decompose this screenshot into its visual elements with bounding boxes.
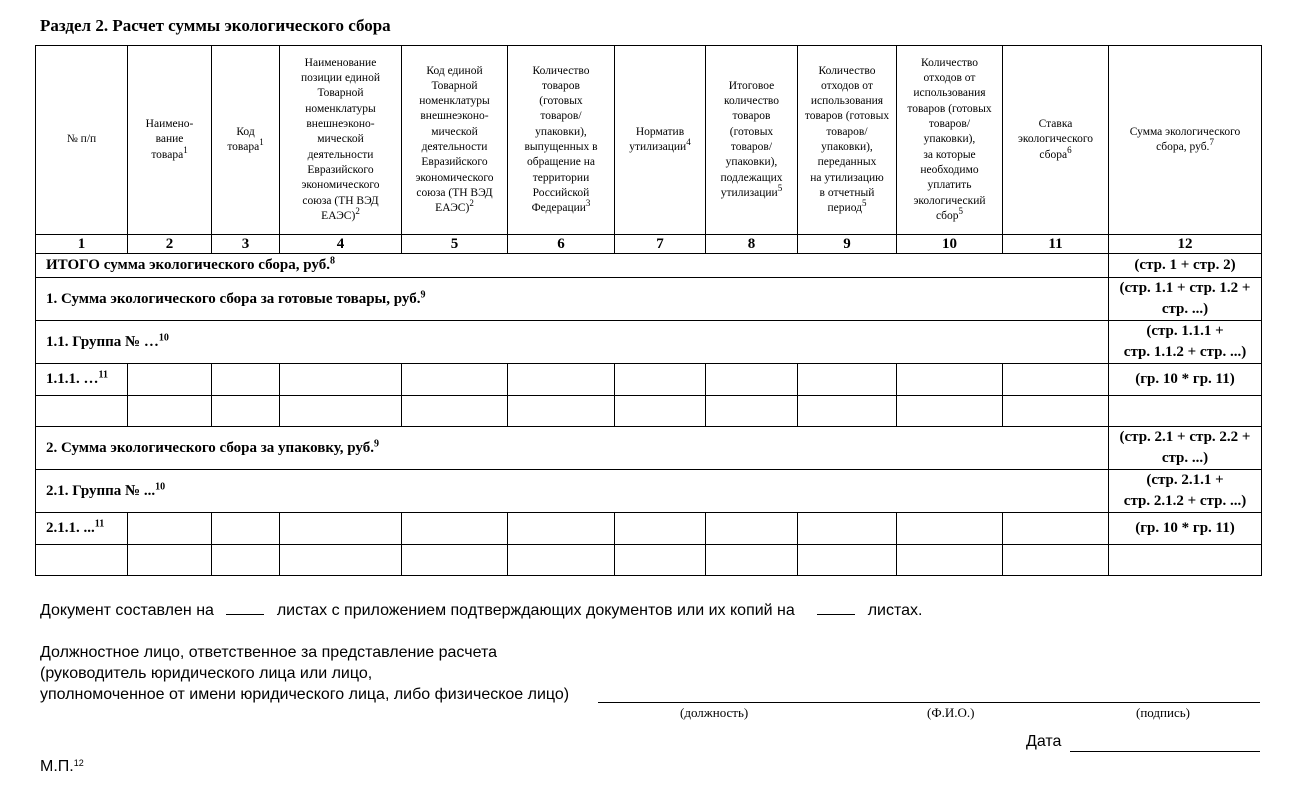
attachments-count-blank[interactable]: [817, 600, 855, 615]
column-number: 4: [280, 235, 402, 254]
col-header: Ставка экологического сбора$^6$: [1003, 46, 1109, 235]
table-cell[interactable]: [1003, 545, 1109, 576]
eco-fee-table: [35, 45, 1262, 576]
col-header: Код товара$^1$: [212, 46, 280, 235]
table-cell[interactable]: [36, 396, 128, 427]
col-header: Количество отходов от использования товаров (готовых товаров/ упаковки), за которые необходимо уплатить экологический сбор$^5$: [897, 46, 1003, 235]
date-label: Дата: [1026, 733, 1062, 750]
responsible-official-block: Должностное лицо, ответственное за представление расчета (руководитель юридического лица или лицо, уполномоченное от имени юридического лица, либо физическое лицо): [40, 644, 570, 703]
table-cell[interactable]: [280, 364, 402, 396]
col-header: Количество отходов от использования товаров (готовых товаров/ упаковки), переданных на утилизацию в отчетный период$^5$: [798, 46, 897, 235]
goods-item-label: 1.1.1. …$^{11}$: [36, 364, 128, 396]
table-cell[interactable]: [212, 396, 280, 427]
table-cell[interactable]: [508, 396, 615, 427]
col-header: Итоговое количество товаров (готовых товаров/ упаковки), подлежащих утилизации$^5$: [706, 46, 798, 235]
total-formula: (стр. 1 + стр. 2): [1109, 254, 1262, 278]
table-cell[interactable]: [615, 545, 706, 576]
goods-group-label: 1.1. Группа № …$^{10}$: [36, 321, 1109, 364]
table-cell[interactable]: [280, 513, 402, 545]
table-cell[interactable]: [508, 364, 615, 396]
total-row: [36, 254, 1262, 278]
pack-group-row: [36, 470, 1262, 513]
date-line[interactable]: [1070, 751, 1260, 752]
table-cell[interactable]: [36, 545, 128, 576]
signature-caption: (подпись): [1136, 705, 1190, 720]
table-cell[interactable]: [212, 513, 280, 545]
table-cell[interactable]: [706, 513, 798, 545]
goods-row: [36, 278, 1262, 321]
stamp-label: М.П.$^{12}$: [40, 758, 84, 775]
pack-formula: (стр. 2.1 + стр. 2.2 + стр. ...): [1109, 427, 1262, 470]
pack-group-formula: (стр. 2.1.1 + стр. 2.1.2 + стр. ...): [1109, 470, 1262, 513]
col-header: Код единой Товарной номенклатуры внешнеэконо- мической деятельности Евразийского экономического союза (ТН ВЭД ЕАЭС)$^2$: [402, 46, 508, 235]
column-number: 1: [36, 235, 128, 254]
table-cell[interactable]: [1003, 396, 1109, 427]
table-cell[interactable]: [402, 545, 508, 576]
table-cell[interactable]: [615, 396, 706, 427]
table-cell[interactable]: [706, 396, 798, 427]
col-header: Норматив утилизации$^4$: [615, 46, 706, 235]
table-cell[interactable]: [897, 545, 1003, 576]
column-number: 7: [615, 235, 706, 254]
column-number: 6: [508, 235, 615, 254]
table-cell[interactable]: [402, 513, 508, 545]
column-number: 9: [798, 235, 897, 254]
table-cell[interactable]: [128, 513, 212, 545]
table-cell[interactable]: [402, 364, 508, 396]
table-cell[interactable]: [402, 396, 508, 427]
total-label: ИТОГО сумма экологического сбора, руб.$^8$: [36, 254, 1109, 278]
column-number: 3: [212, 235, 280, 254]
blank-row: [36, 396, 1262, 427]
table-cell[interactable]: [798, 364, 897, 396]
col-header: Количество товаров (готовых товаров/ упаковки), выпущенных в обращение на территории Российской Федерации$^3$: [508, 46, 615, 235]
table-cell[interactable]: [615, 364, 706, 396]
pack-label: 2. Сумма экологического сбора за упаковку, руб.$^9$: [36, 427, 1109, 470]
column-number-row: [36, 235, 1262, 254]
table-cell[interactable]: [1109, 396, 1262, 427]
goods-group-row: [36, 321, 1262, 364]
pack-item-row: [36, 513, 1262, 545]
goods-item-formula: (гр. 10 * гр. 11): [1109, 364, 1262, 396]
table-cell[interactable]: [1003, 364, 1109, 396]
goods-item-row: [36, 364, 1262, 396]
document-pages-statement: Документ составлен на листах с приложением подтверждающих документов или их копий на листах.: [40, 602, 923, 619]
header-row: [36, 46, 1262, 235]
pack-item-formula: (гр. 10 * гр. 11): [1109, 513, 1262, 545]
table-cell[interactable]: [706, 364, 798, 396]
blank-row: [36, 545, 1262, 576]
table-cell[interactable]: [706, 545, 798, 576]
column-number: 12: [1109, 235, 1262, 254]
table-cell[interactable]: [280, 396, 402, 427]
column-number: 11: [1003, 235, 1109, 254]
column-number: 10: [897, 235, 1003, 254]
column-number: 8: [706, 235, 798, 254]
table-cell[interactable]: [798, 545, 897, 576]
table-cell[interactable]: [128, 545, 212, 576]
col-header: Сумма экологического сбора, руб.$^7$: [1109, 46, 1262, 235]
table-cell[interactable]: [1003, 513, 1109, 545]
col-header: № п/п: [36, 46, 128, 235]
goods-formula: (стр. 1.1 + стр. 1.2 + стр. ...): [1109, 278, 1262, 321]
col-header: Наимено- вание товара$^1$: [128, 46, 212, 235]
col-header: Наименование позиции единой Товарной номенклатуры внешнеэконо- мической деятельности Евразийского экономического союза (ТН ВЭД ЕАЭС)$^2$: [280, 46, 402, 235]
signature-line[interactable]: [598, 702, 1260, 703]
table-cell[interactable]: [897, 364, 1003, 396]
section-title: Раздел 2. Расчет суммы экологического сбора: [40, 16, 391, 35]
table-cell[interactable]: [508, 545, 615, 576]
pack-row: [36, 427, 1262, 470]
table-cell[interactable]: [212, 545, 280, 576]
table-cell[interactable]: [128, 396, 212, 427]
table-cell[interactable]: [615, 513, 706, 545]
table-cell[interactable]: [212, 364, 280, 396]
name-caption: (Ф.И.О.): [927, 705, 975, 720]
position-caption: (должность): [680, 705, 749, 720]
table-cell[interactable]: [508, 513, 615, 545]
column-number: 5: [402, 235, 508, 254]
table-cell[interactable]: [798, 513, 897, 545]
column-number: 2: [128, 235, 212, 254]
table-cell[interactable]: [897, 396, 1003, 427]
pages-count-blank[interactable]: [226, 600, 264, 615]
pack-group-label: 2.1. Группа № ...$^{10}$: [36, 470, 1109, 513]
table-cell[interactable]: [1109, 545, 1262, 576]
table-cell[interactable]: [897, 513, 1003, 545]
table-cell[interactable]: [280, 545, 402, 576]
goods-label: 1. Сумма экологического сбора за готовые товары, руб.$^9$: [36, 278, 1109, 321]
goods-group-formula: (стр. 1.1.1 + стр. 1.1.2 + стр. ...): [1109, 321, 1262, 364]
table-cell[interactable]: [798, 396, 897, 427]
pack-item-label: 2.1.1. ...$^{11}$: [36, 513, 128, 545]
table-cell[interactable]: [128, 364, 212, 396]
